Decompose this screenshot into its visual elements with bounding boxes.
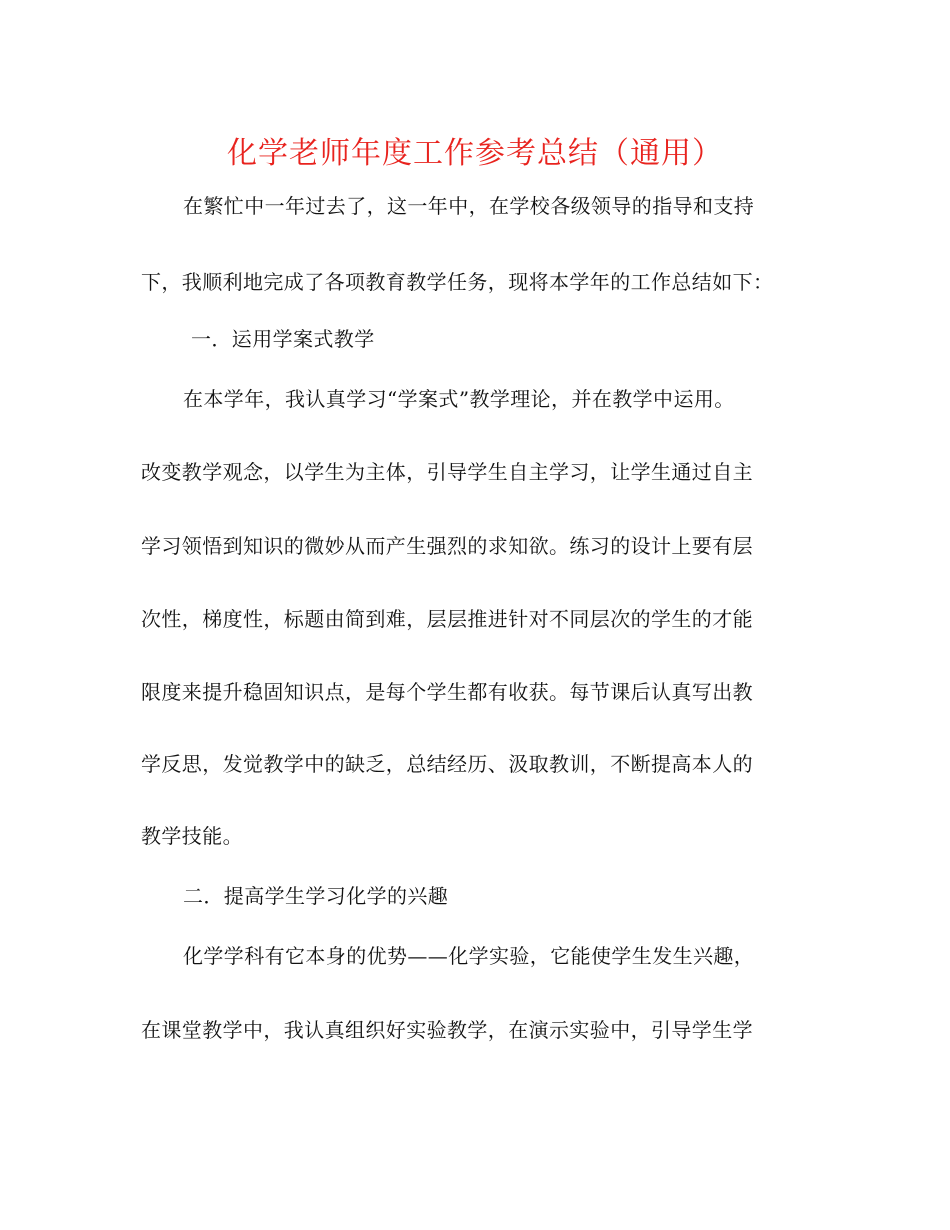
paragraph-line: 限度来提升稳固知识点，是每个学生都有收获。每节课后认真写出教: [141, 680, 753, 704]
paragraph-line: 学习领悟到知识的微妙从而产生强烈的求知欲。练习的设计上要有层: [141, 534, 753, 558]
paragraph-line: 化学学科有它本身的优势——化学实验，它能使学生发生兴趣，: [183, 944, 755, 968]
paragraph-line: 在本学年，我认真学习“学案式”教学理论，并在教学中运用。: [183, 387, 735, 411]
paragraph-line: 在课堂教学中，我认真组织好实验教学，在演示实验中，引导学生学: [141, 1018, 753, 1042]
paragraph-line: 下，我顺利地完成了各项教育教学任务，现将本学年的工作总结如下：: [141, 270, 774, 294]
paragraph-line: 教学技能。: [141, 824, 243, 848]
section-heading: 二．提高学生学习化学的兴趣: [183, 884, 449, 908]
document-title: 化学老师年度工作参考总结（通用）: [227, 136, 723, 171]
paragraph-line: 改变教学观念，以学生为主体，引导学生自主学习，让学生通过自主: [141, 460, 753, 484]
paragraph-line: 在繁忙中一年过去了，这一年中，在学校各级领导的指导和支持: [183, 194, 755, 218]
section-heading: 一．运用学案式教学: [191, 327, 375, 351]
paragraph-line: 学反思，发觉教学中的缺乏，总结经历、汲取教训，不断提高本人的: [141, 752, 753, 776]
paragraph-line: 次性，梯度性，标题由简到难，层层推进针对不同层次的学生的才能: [141, 607, 753, 631]
